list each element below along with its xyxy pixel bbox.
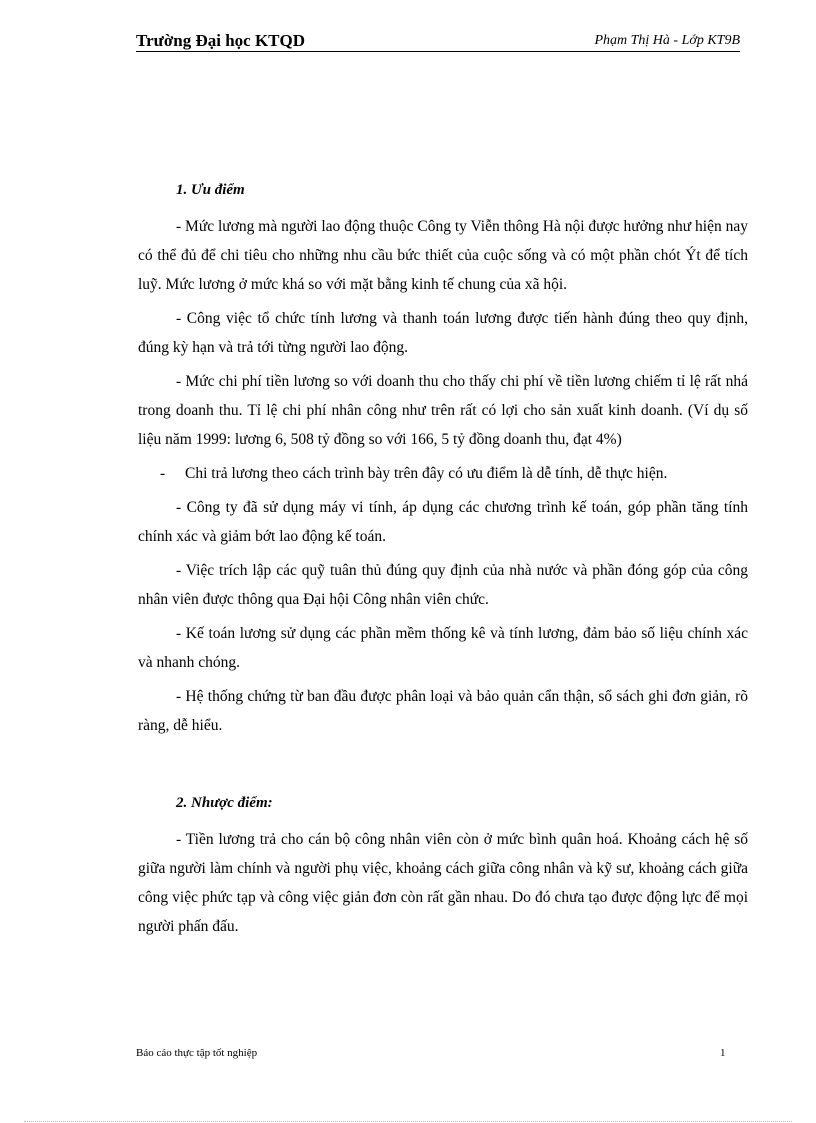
paragraph: - Tiền lương trả cho cán bộ công nhân viên còn ở mức bình quân hoá. Khoảng cách hệ số giữa người làm chính và người phụ việc, khoảng cách giữa công nhân và kỹ sư, khoảng cách giữa công việc phức tạp và công việc giản đơn còn rất gần nhau. Do đó chưa tạo được động lực để mọi người phấn đấu.: [138, 831, 748, 935]
paragraph: - Hệ thống chứng từ ban đầu được phân loại và bảo quản cẩn thận, sổ sách ghi đơn giản, rõ ràng, dễ hiểu.: [138, 688, 748, 734]
paragraph: - Công việc tổ chức tính lương và thanh toán lương được tiến hành đúng theo quy định, đúng kỳ hạn và trả tới từng người lao động.: [138, 310, 748, 356]
page-number: 1: [720, 1047, 726, 1059]
header-school: Trường Đại học KTQD: [136, 31, 306, 50]
paragraph: - Mức chi phí tiền lương so với doanh thu cho thấy chi phí về tiền lương chiếm tỉ lệ rất nhá trong doanh thu. Tỉ lệ chi phí nhân công như trên rất có lợi cho sản xuất kinh doanh. (Ví dụ số liệu năm 1999: lương 6, 508 tỷ đồng so với 166, 5 tỷ đồng doanh thu, đạt 4%): [138, 373, 748, 448]
paragraph: - Kế toán lương sử dụng các phần mềm thống kê và tính lương, đảm bảo số liệu chính xác và nhanh chóng.: [138, 625, 748, 671]
page-edge-divider: [24, 1121, 792, 1122]
section-spacer: [138, 745, 748, 789]
paragraph: - Việc trích lập các quỹ tuân thủ đúng quy định của nhà nước và phần đóng góp của công nhân viên được thông qua Đại hội Công nhân viên chức.: [138, 562, 748, 608]
section-heading-disadvantages: 2. Nhược điểm:: [176, 795, 273, 811]
document-body: [138, 176, 748, 946]
page-header: [136, 31, 740, 52]
footer-title: Báo cáo thực tập tốt nghiệp: [136, 1047, 258, 1059]
section-heading-advantages: 1. Ưu điểm: [176, 182, 245, 198]
paragraph: - Công ty đã sử dụng máy vi tính, áp dụng các chương trình kế toán, góp phần tăng tính chính xác và giảm bớt lao động kế toán.: [138, 499, 748, 545]
dash-bullet: -: [160, 465, 166, 482]
header-author: Phạm Thị Hà - Lớp KT9B: [594, 33, 740, 48]
paragraph: - Mức lương mà người lao động thuộc Công ty Viễn thông Hà nội được hưởng như hiện nay có thể đủ để chi tiêu cho những nhu cầu bức thiết của cuộc sống và có một phần chót Ýt để tích luỹ. Mức lương ở mức khá so với mặt bằng kinh tế chung của xã hội.: [138, 218, 748, 293]
dash-item-text: Chi trả lương theo cách trình bày trên đây có ưu điểm là dễ tính, dễ thực hiện.: [185, 465, 668, 482]
dash-list-item: [138, 459, 748, 488]
